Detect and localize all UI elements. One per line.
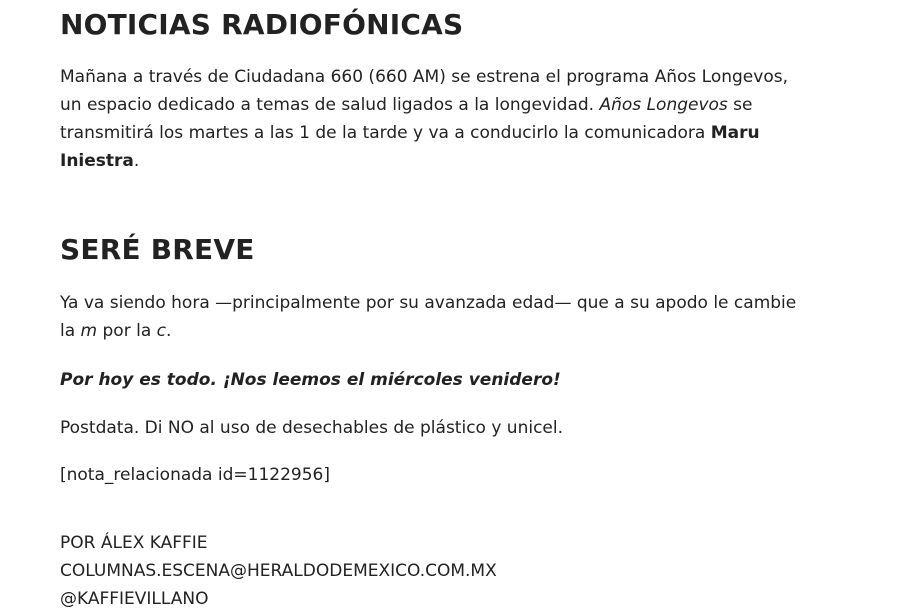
paragraph-text: Mañana a través de Ciudadana 660 (660 AM) se estrena el programa Años Longevos, un espacio dedicado a temas de salud ligados a la longevidad. [60, 67, 788, 115]
author-signature [60, 529, 805, 613]
letter-m: m [80, 321, 98, 341]
host-name: Maru Iniestra [60, 123, 760, 171]
paragraph-text: Ya va siendo hora —principalmente por su avanzada edad— que a su apodo le cambie la [60, 293, 797, 341]
postdata: Postdata. Di NO al uso de desechables de plástico y unicel. [60, 418, 564, 438]
paragraph-text: . [133, 151, 140, 171]
closing-line: Por hoy es todo. ¡Nos leemos el miércoles venidero! [60, 370, 561, 390]
author-name: POR ÁLEX KAFFIE [60, 533, 208, 553]
paragraph-sere-breve [60, 289, 805, 345]
letter-c: c [156, 321, 167, 341]
paragraph-text: se transmitirá los martes a las 1 de la tarde y va a conducirlo la comunicadora [60, 95, 753, 143]
related-note-shortcode: [nota_relacionada id=1122956] [60, 465, 330, 485]
author-handle: @KAFFIEVILLANO [60, 589, 209, 609]
section-heading-sere-breve: SERÉ BREVE [60, 233, 255, 266]
paragraph-text: . [166, 321, 172, 341]
paragraph-text: por la [97, 321, 157, 341]
program-title: Años Longevos [599, 95, 728, 115]
section-heading-noticias: NOTICIAS RADIOFÓNICAS [60, 8, 464, 41]
author-email: COLUMNAS.ESCENA@HERALDODEMEXICO.COM.MX [60, 561, 497, 581]
paragraph-noticias [60, 63, 805, 175]
